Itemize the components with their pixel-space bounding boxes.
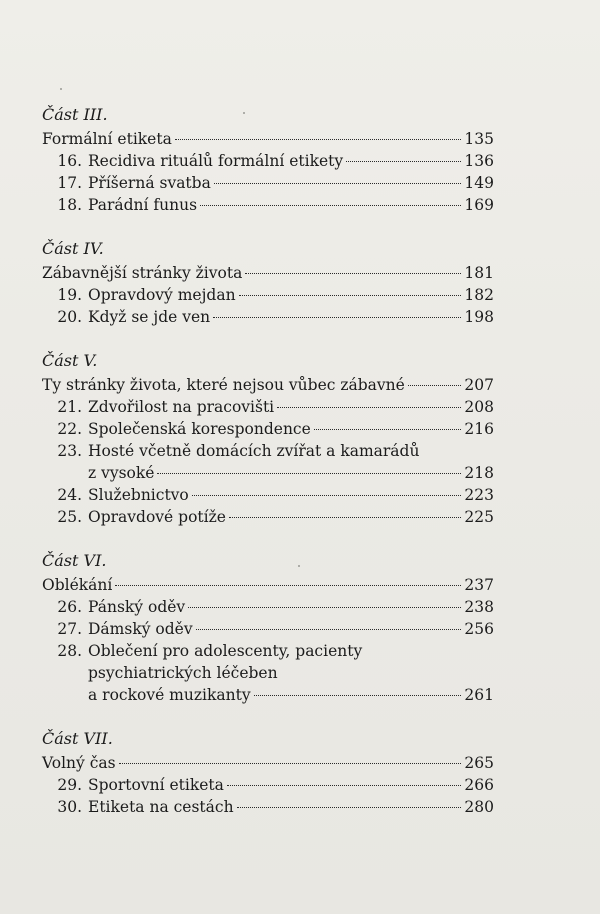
entry-title: a rockové muzikanty <box>88 686 251 704</box>
table-of-contents <box>42 104 494 840</box>
dot-leader <box>213 317 461 318</box>
page-number: 216 <box>464 420 494 438</box>
entry-title: Pánský oděv <box>88 598 186 616</box>
toc-chapter-entry <box>42 396 494 418</box>
toc-chapter-entry <box>42 150 494 172</box>
entry-title: Příšerná svatba <box>88 174 211 192</box>
entry-title: Zdvořilost na pracovišti <box>88 398 275 416</box>
entry-title: z vysoké <box>88 464 155 482</box>
toc-chapter-entry <box>42 462 494 484</box>
toc-chapter-entry <box>42 596 494 618</box>
dot-leader <box>119 763 462 764</box>
toc-part <box>42 350 494 528</box>
dot-leader <box>227 785 462 786</box>
toc-chapter-entry <box>42 194 494 216</box>
dot-leader <box>192 495 462 496</box>
toc-part-title-entry <box>42 752 494 774</box>
page-number: 181 <box>464 264 494 282</box>
part-heading: Část IV. <box>42 239 104 258</box>
chapter-number: 21. <box>57 398 82 416</box>
page-number: 261 <box>464 686 494 704</box>
dot-leader <box>188 607 461 608</box>
chapter-number: 24. <box>57 486 82 504</box>
entry-title: Ty stránky života, které nejsou vůbec zábavné <box>42 376 405 394</box>
entry-title: Když se jde ven <box>88 308 211 326</box>
toc-part <box>42 550 494 706</box>
page-number: 198 <box>464 308 494 326</box>
chapter-number: 22. <box>57 420 82 438</box>
chapter-number: 19. <box>57 286 82 304</box>
toc-part-title-entry <box>42 128 494 150</box>
page-number: 265 <box>464 754 494 772</box>
page-number: 135 <box>464 130 494 148</box>
dot-leader <box>254 695 462 696</box>
page-number: 238 <box>464 598 494 616</box>
toc-chapter-entry <box>42 284 494 306</box>
page-number: 225 <box>464 508 494 526</box>
entry-title: Společenská korespondence <box>88 420 311 438</box>
page-number: 208 <box>464 398 494 416</box>
toc-part-title-entry <box>42 574 494 596</box>
entry-title: Opravdový mejdan <box>88 286 236 304</box>
chapter-number: 16. <box>57 152 82 170</box>
entry-title: Recidiva rituálů formální etikety <box>88 152 344 170</box>
entry-title: Dámský oděv <box>88 620 193 638</box>
dot-leader <box>245 273 461 274</box>
page-number: 169 <box>464 196 494 214</box>
dot-leader <box>175 139 462 140</box>
page-number: 149 <box>464 174 494 192</box>
chapter-number: 20. <box>57 308 82 326</box>
entry-title: Sportovní etiketa <box>88 776 224 794</box>
entry-title: Etiketa na cestách <box>88 798 234 816</box>
page-number: 237 <box>464 576 494 594</box>
page-number: 223 <box>464 486 494 504</box>
toc-part <box>42 728 494 818</box>
toc-chapter-entry <box>42 484 494 506</box>
entry-title: psychiatrických léčeben <box>88 664 278 682</box>
toc-chapter-entry <box>42 172 494 194</box>
toc-chapter-entry <box>42 640 494 662</box>
page-number: 207 <box>464 376 494 394</box>
page-number: 182 <box>464 286 494 304</box>
page-number: 256 <box>464 620 494 638</box>
toc-chapter-entry <box>42 506 494 528</box>
toc-chapter-entry <box>42 774 494 796</box>
chapter-number: 23. <box>57 442 82 460</box>
toc-part-title-entry <box>42 262 494 284</box>
dot-leader <box>115 585 461 586</box>
chapter-number: 17. <box>57 174 82 192</box>
chapter-number: 30. <box>57 798 82 816</box>
chapter-number: 26. <box>57 598 82 616</box>
part-heading: Část VI. <box>42 551 107 570</box>
toc-part <box>42 104 494 216</box>
dot-leader <box>200 205 461 206</box>
chapter-number: 28. <box>57 642 82 660</box>
dot-leader <box>314 429 462 430</box>
toc-chapter-entry <box>42 440 494 462</box>
entry-title: Hosté včetně domácích zvířat a kamarádů <box>88 442 420 460</box>
chapter-number: 25. <box>57 508 82 526</box>
entry-title: Formální etiketa <box>42 130 172 148</box>
toc-part <box>42 238 494 328</box>
dot-leader <box>229 517 461 518</box>
page-number: 218 <box>464 464 494 482</box>
dot-leader <box>237 807 462 808</box>
entry-title: Oblečení pro adolescenty, pacienty <box>88 642 363 660</box>
dot-leader <box>346 161 461 162</box>
dot-leader <box>408 385 462 386</box>
toc-chapter-entry <box>42 418 494 440</box>
entry-title: Parádní funus <box>88 196 198 214</box>
dot-leader <box>214 183 462 184</box>
part-heading: Část III. <box>42 105 108 124</box>
chapter-number: 27. <box>57 620 82 638</box>
toc-chapter-entry <box>42 618 494 640</box>
dot-leader <box>239 295 462 296</box>
toc-part-title-entry <box>42 374 494 396</box>
entry-title: Zábavnější stránky života <box>42 264 243 282</box>
entry-title: Opravdové potíže <box>88 508 226 526</box>
dot-leader <box>157 473 461 474</box>
dot-leader <box>277 407 461 408</box>
toc-chapter-entry <box>42 306 494 328</box>
dot-leader <box>196 629 462 630</box>
toc-chapter-entry <box>42 662 494 684</box>
chapter-number: 18. <box>57 196 82 214</box>
part-heading: Část VII. <box>42 729 113 748</box>
page-number: 280 <box>464 798 494 816</box>
page-number: 136 <box>464 152 494 170</box>
paper-speck <box>60 88 62 90</box>
chapter-number: 29. <box>57 776 82 794</box>
entry-title: Oblékání <box>42 576 113 594</box>
entry-title: Služebnictvo <box>88 486 189 504</box>
entry-title: Volný čas <box>42 754 116 772</box>
toc-chapter-entry <box>42 796 494 818</box>
part-heading: Část V. <box>42 351 98 370</box>
page-number: 266 <box>464 776 494 794</box>
toc-chapter-entry <box>42 684 494 706</box>
